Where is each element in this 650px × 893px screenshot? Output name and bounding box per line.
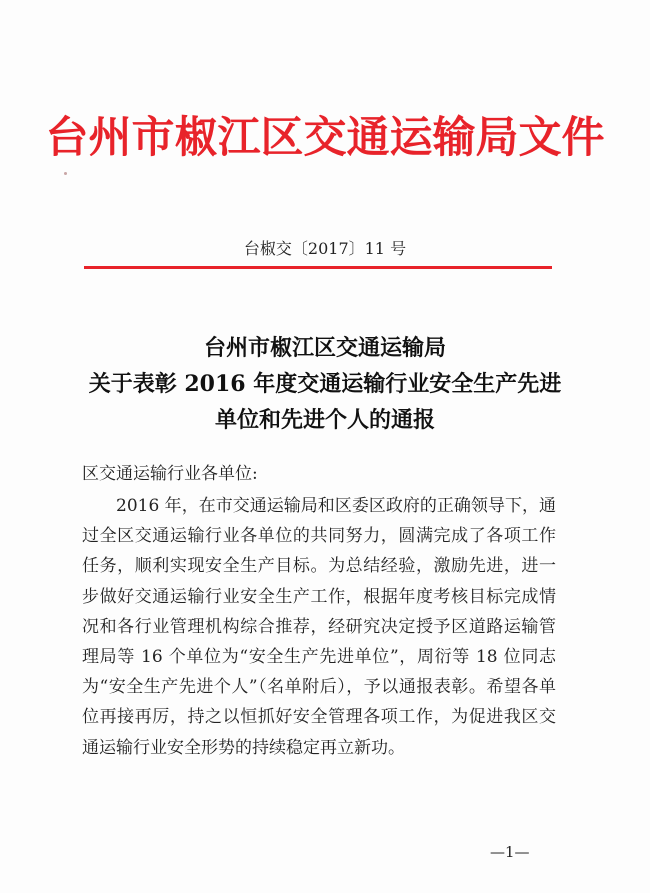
scan-speck — [64, 172, 67, 175]
addressee: 区交通运输行业各单位: — [82, 464, 258, 484]
document-number: 台椒交〔2017〕11 号 — [243, 239, 407, 258]
title-line-1: 台州市椒江区交通运输局 — [203, 335, 446, 361]
document-title — [0, 330, 650, 438]
title-line-3: 单位和先进个人的通报 — [214, 407, 435, 433]
document-masthead: 台州市椒江区交通运输局文件 — [45, 113, 605, 163]
page-number: —1— — [490, 843, 530, 861]
red-divider-line — [84, 266, 552, 269]
body-paragraph: 2016 年，在市交通运输局和区委区政府的正确领导下，通过全区交通运输行业各单位的共同努力，圆满完成了各项工作任务，顺利实现安全生产目标。为总结经验，激励先进，进一步做好交通运输行业安全生产工作，根据年度考核目标完成情况和各行业管理机构综合推荐，经研究决定授予区道路运输管理局等 16 个单位为“安全生产先进单位”，周衍等 18 位同志为“安全生产先进个人”（名单附后），予以通报表彰。希望各单位再接再厉，持之以恒抓好安全管理各项工作，为促进我区交通运输行业安全形势的持续稳定再立新功。 — [82, 496, 556, 758]
title-line-2: 关于表彰 2016 年度交通运输行业安全生产先进 — [88, 371, 562, 397]
